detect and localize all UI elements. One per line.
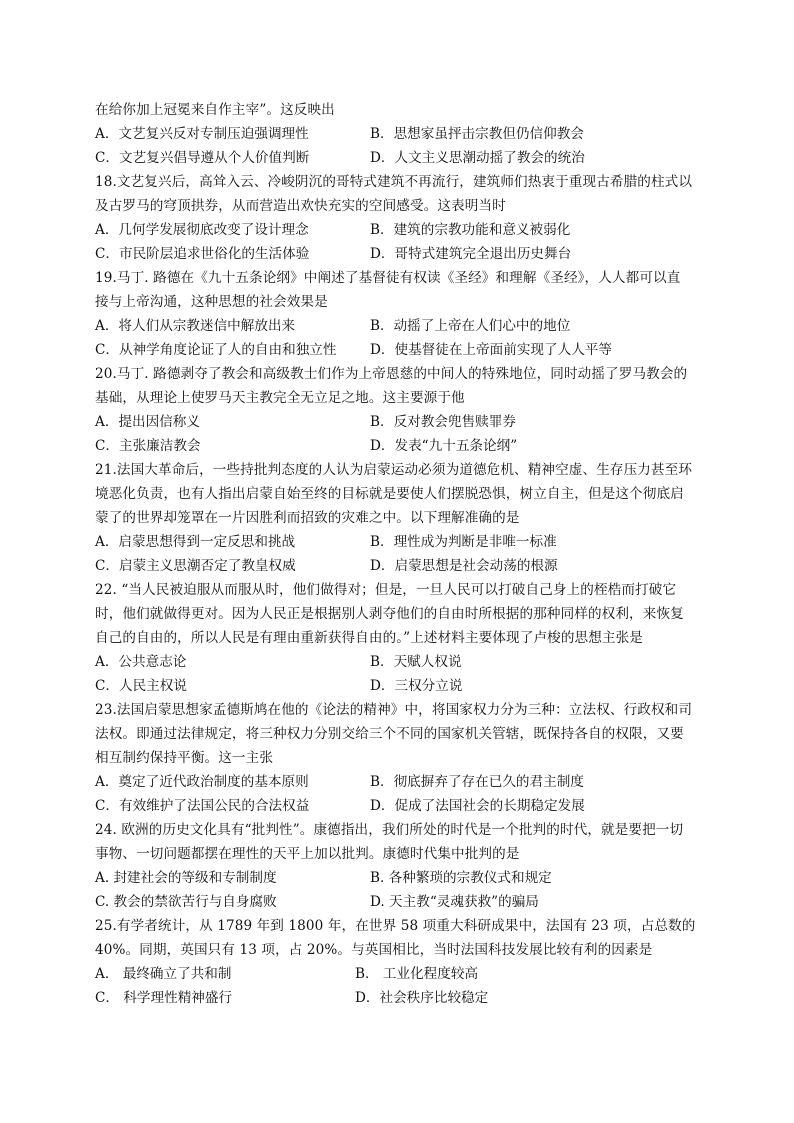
- option-row: [95, 554, 705, 578]
- option-row: [95, 434, 705, 458]
- question-20: [95, 362, 705, 458]
- option-d[interactable]: D．发表“九十五条论纲”: [370, 438, 518, 454]
- option-row: [95, 314, 705, 338]
- question-stem-line: 在给你加上冠冕来自作主宰”。这反映出: [95, 102, 335, 118]
- question-stem-line: 24. 欧洲的历史文化具有“批判性”。康德指出，我们所处的时代是一个批判的时代，就是要把一切: [95, 822, 684, 838]
- option-row: [95, 674, 705, 698]
- option-b[interactable]: B．建筑的宗教功能和意义被弱化: [370, 222, 571, 238]
- question-22: [95, 578, 705, 698]
- question-stem-line: 蒙了的世界却笼罩在一片因胜利而招致的灾难之中。以下理解准确的是: [95, 510, 520, 526]
- option-b[interactable]: B．彻底摒弃了存在已久的君主制度: [370, 774, 584, 790]
- question-stem-line: 时，他们就做得更对。因为人民正是根据别人剥夺他们的自由时所根据的那种同样的权利，来恢复: [95, 606, 684, 622]
- question-stem-line: 法权。即通过法律规定，将三种权力分别交给三个不同的国家机关管辖，既保持各自的权限，又要: [95, 726, 684, 742]
- option-a[interactable]: A．几何学发展彻底改变了设计理念: [95, 222, 309, 238]
- option-a[interactable]: A．将人们从宗教迷信中解放出来: [95, 318, 296, 334]
- option-row: [95, 530, 705, 554]
- option-a[interactable]: A．启蒙思想得到一定反思和挑战: [95, 534, 296, 550]
- option-b[interactable]: B．思想家虽抨击宗教但仍信仰教会: [370, 126, 584, 142]
- option-b[interactable]: B． 工业化程度较高: [355, 966, 479, 982]
- option-a[interactable]: A．奠定了近代政治制度的基本原则: [95, 774, 309, 790]
- option-c[interactable]: C．主张廉洁教会: [95, 438, 201, 454]
- option-a[interactable]: A．文艺复兴反对专制压迫强调理性: [95, 126, 309, 142]
- option-b[interactable]: B．天赋人权说: [370, 654, 462, 670]
- option-b[interactable]: B. 各种繁琐的宗教仪式和规定: [370, 870, 552, 886]
- question-stem-line: 及古罗马的穹顶拱券，从而营造出欢快充实的空间感受。这表明当时: [95, 198, 506, 214]
- question-stem-line: 21.法国大革命后，一些持批判态度的人认为启蒙运动必须为道德危机、精神空虚、生存压力甚至环: [95, 462, 693, 478]
- question-stem-line: 基础，从理论上使罗马天主教完全无立足之地。这主要源于他: [95, 390, 465, 406]
- option-a[interactable]: A．公共意志论: [95, 654, 187, 670]
- option-row: [95, 962, 705, 986]
- question-stem-line: 40%。同期，英国只有 13 项，占 20%。与英国相比，当时法国科技发展比较有利的因素是: [95, 942, 653, 958]
- option-d[interactable]: D．促成了法国社会的长期稳定发展: [370, 798, 585, 814]
- option-b[interactable]: B．反对教会兜售赎罪券: [370, 414, 516, 430]
- question-stem-line: 19.马丁. 路德在《九十五条论纲》中阐述了基督徒有权读《圣经》和理解《圣经》，人人都可以直: [95, 270, 681, 286]
- question-18: [95, 170, 705, 266]
- question-stem-line: 相互制约保持平衡。这一主张: [95, 750, 274, 766]
- option-row: [95, 986, 705, 1010]
- question-21: [95, 458, 705, 578]
- question-25: [95, 914, 705, 1010]
- option-d[interactable]: D．社会秩序比较稳定: [355, 990, 489, 1006]
- question-24: [95, 818, 705, 914]
- option-d[interactable]: D. 天主教“灵魂获救”的骗局: [370, 894, 539, 910]
- option-a[interactable]: A． 最终确立了共和制: [95, 966, 232, 982]
- option-d[interactable]: D．使基督徒在上帝面前实现了人人平等: [370, 342, 612, 358]
- option-d[interactable]: D．启蒙思想是社会动荡的根源: [370, 558, 558, 574]
- question-stem-line: 20.马丁. 路德剥夺了教会和高级教士们作为上帝恩慈的中间人的特殊地位，同时动摇了罗马教会的: [95, 366, 688, 382]
- option-row: [95, 794, 705, 818]
- question-stem-line: 25.有学者统计，从 1789 年到 1800 年，在世界 58 项重大科研成果中，法国有 23 项，占总数的: [95, 918, 696, 934]
- option-c[interactable]: C．人民主权说: [95, 678, 187, 694]
- option-row: [95, 338, 705, 362]
- option-row: [95, 122, 705, 146]
- option-b[interactable]: B．动摇了上帝在人们心中的地位: [370, 318, 571, 334]
- question-stem-line: 自己的自由的，所以人民是有理由重新获得自由的。”上述材料主要体现了卢梭的思想主张是: [95, 630, 643, 646]
- question-stem-line: 接与上帝沟通，这种思想的社会效果是: [95, 294, 328, 310]
- option-c[interactable]: C．文艺复兴倡导遵从个人价值判断: [95, 150, 310, 166]
- option-d[interactable]: D．人文主义思潮动摇了教会的统治: [370, 150, 585, 166]
- option-a[interactable]: A．提出因信称义: [95, 414, 200, 430]
- option-a[interactable]: A. 封建社会的等级和专制制度: [95, 870, 277, 886]
- question-23: [95, 698, 705, 818]
- question-19: [95, 266, 705, 362]
- option-c[interactable]: C．从神学角度论证了人的自由和独立性: [95, 342, 337, 358]
- option-d[interactable]: D．三权分立说: [370, 678, 463, 694]
- question-stem-line: 23.法国启蒙思想家孟德斯鸠在他的《论法的精神》中，将国家权力分为三种：立法权、行政权和司: [95, 702, 693, 718]
- option-c[interactable]: C． 科学理性精神盛行: [95, 990, 233, 1006]
- option-row: [95, 866, 705, 890]
- option-row: [95, 890, 705, 914]
- option-row: [95, 410, 705, 434]
- option-c[interactable]: C．启蒙主义思潮否定了教皇权威: [95, 558, 296, 574]
- question-stem-line: 事物、一切问题都摆在理性的天平上加以批判。康德时代集中批判的是: [95, 846, 520, 862]
- question-stem-line: 22. “当人民被迫服从而服从时，他们做得对；但是，一旦人民可以打破自己身上的桎梏而打破它: [95, 582, 677, 598]
- option-c[interactable]: C．有效维护了法国公民的合法权益: [95, 798, 310, 814]
- option-row: [95, 650, 705, 674]
- option-row: [95, 146, 705, 170]
- option-c[interactable]: C. 教会的禁欲苦行与自身腐败: [95, 894, 277, 910]
- option-row: [95, 218, 705, 242]
- option-row: [95, 242, 705, 266]
- option-row: [95, 770, 705, 794]
- question-stem-line: 境恶化负责，也有人指出启蒙自始至终的目标就是要使人们摆脱恐惧，树立自主，但是这个彻底启: [95, 486, 684, 502]
- option-c[interactable]: C．市民阶层追求世俗化的生活体验: [95, 246, 310, 262]
- exam-page: [95, 98, 705, 1010]
- question-stem-line: 18.文艺复兴后，高耸入云、冷峻阴沉的哥特式建筑不再流行，建筑师们热衷于重现古希腊的柱式以: [95, 174, 693, 190]
- option-d[interactable]: D．哥特式建筑完全退出历史舞台: [370, 246, 572, 262]
- option-b[interactable]: B．理性成为判断是非唯一标准: [370, 534, 557, 550]
